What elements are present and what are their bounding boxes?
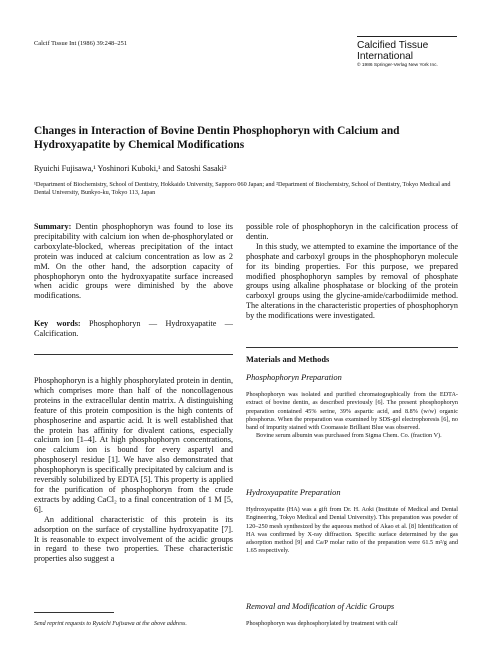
keywords-text: Phosphophoryn — Hydroxyapatite — Calcification.	[34, 319, 233, 338]
intro-paragraph-1: Phosphophoryn is a highly phosphorylated protein in dentin, which comprises more than half of the noncollagenous proteins in the extracellular dentin matrix. A distinguishing feature of this protein composition is the high contents of phosphoserine and aspartic acid. It is well established that the protein has affinity for divalent cations, especially calcium ion [1–4]. At high phosphophoryn concentrations, one calcium ion is bound for every aspartyl and phosphoseryl residue [1]. We have also demonstrated that phosphophoryn is specifically precipitated by calcium and is reversibly solubilized by EDTA [5]. This property is applied for the purification of phosphophoryn from the crude extracts by adding CaCl₂ to a final concentration of 1 M [5, 6].	[34, 376, 233, 514]
author-list: Ryuichi Fujisawa,¹ Yoshinori Kuboki,¹ and Satoshi Sasaki²	[34, 164, 227, 173]
subheading-acidic-groups: Removal and Modification of Acidic Groups	[246, 602, 395, 611]
right-paragraph-1: possible role of phosphophoryn in the calcification process of dentin.	[246, 222, 458, 241]
affiliations: ¹Department of Biochemistry, School of Dentistry, Hokkaido University, Sapporo 060 Japan; and ²Department of Biochemistry, School of Dentistry, Tokyo Medical and Dental University, Bunkyo-ku, Tokyo 113, Japan	[34, 181, 451, 197]
footnote-rule	[34, 612, 114, 613]
journal-name-line1: Calcified Tissue	[357, 40, 429, 51]
phosphophoryn-prep-paragraph-2: Bovine serum albumin was purchased from Sigma Chem. Co. (fraction V).	[256, 432, 442, 440]
summary-text: Dentin phosphophoryn was found to lose its precipitability with calcium ion when de-phosphorylated or carboxylate-blocked, whereas precipitation of the intact protein was induced at calcium concentration as low as 2 mM. On the other hand, the adsorption capacity of phosphophoryn onto the hydroxyapatite surface increased when acidic groups were diminished by the above modifications.	[34, 222, 233, 301]
subheading-phosphophoryn-prep: Phosphophoryn Preparation	[246, 373, 342, 382]
keywords-label: Key words:	[34, 319, 81, 328]
right-paragraph-2: In this study, we attempted to examine the importance of the phosphate and carboxyl groups in the phosphophoryn molecule for its binding properties. For this purpose, we prepared modified phosphophoryn samples by removal of phosphate groups using alkaline phosphatase or blocking of the protein carboxyl groups using the glycine-amide/carbodiimide method. The alterations in the characteristic properties of phosphophoryn by the modifications were investigated.	[246, 241, 458, 321]
acidic-groups-paragraph: Phosphophoryn was dephosphorylated by treatment with calf	[246, 620, 398, 627]
hydroxyapatite-prep-text	[246, 506, 458, 556]
abstract-divider	[34, 354, 233, 355]
acidic-groups-text	[246, 620, 458, 628]
hydroxyapatite-prep-paragraph: Hydroxyapatite (HA) was a gift from Dr. H. Aoki (Institute of Medical and Dental Engineering, Tokyo Medical and Dental University). This preparation was powder of 120–250 mesh synthesized by the aqueous method of Akao et al. [8] Identification of HA was confirmed by X-ray diffraction. Specific surface determined by the gas adsorption method [9] and Ca/P molar ratio of the preparation were 61.5 m²/g and 1.65 respectively.	[246, 506, 458, 555]
materials-methods-heading: Materials and Methods	[246, 355, 330, 364]
journal-masthead	[357, 36, 457, 68]
section-divider	[246, 347, 458, 348]
phosphophoryn-prep-paragraph-1: Phosphophoryn was isolated and purified chromatographically from the EDTA-extract of bovine dentin, as described previously [6]. The present phosphophoryn preparation contained 45% serine, 39% aspartic acid, and 8.8% (w/w) organic phosphorus. When the preparation was examined by SDS-gel electrophoresis [6], no band of impurity stained with Coomassie Brilliant Blue was observed.	[246, 391, 458, 432]
journal-name-line2: International	[357, 51, 414, 62]
keywords-block	[34, 319, 233, 339]
summary-label: Summary:	[34, 222, 72, 231]
introduction-text	[34, 376, 233, 564]
phosphophoryn-prep-text	[246, 391, 458, 441]
summary-block	[34, 222, 233, 301]
intro-paragraph-2: An additional characteristic of this protein is its adsorption on the surface of crystalline hydroxyapatite [7]. It is reasonable to expect involvement of the acidic groups in regard to these two properties. These characteristic properties also suggest a	[34, 514, 233, 564]
subheading-hydroxyapatite-prep: Hydroxyapatite Preparation	[246, 488, 341, 497]
copyright-notice: © 1986 Springer-Verlag New York Inc.	[357, 63, 438, 68]
journal-citation: Calcif Tissue Int (1986) 39:248–251	[34, 40, 128, 47]
reprint-footnote: Send reprint requests to Ryuichi Fujisawa at the above address.	[34, 621, 187, 627]
article-title: Changes in Interaction of Bovine Dentin Phosphophoryn with Calcium and Hydroxyapatite by Chemical Modifications	[34, 125, 400, 151]
intro-continuation	[246, 222, 458, 321]
